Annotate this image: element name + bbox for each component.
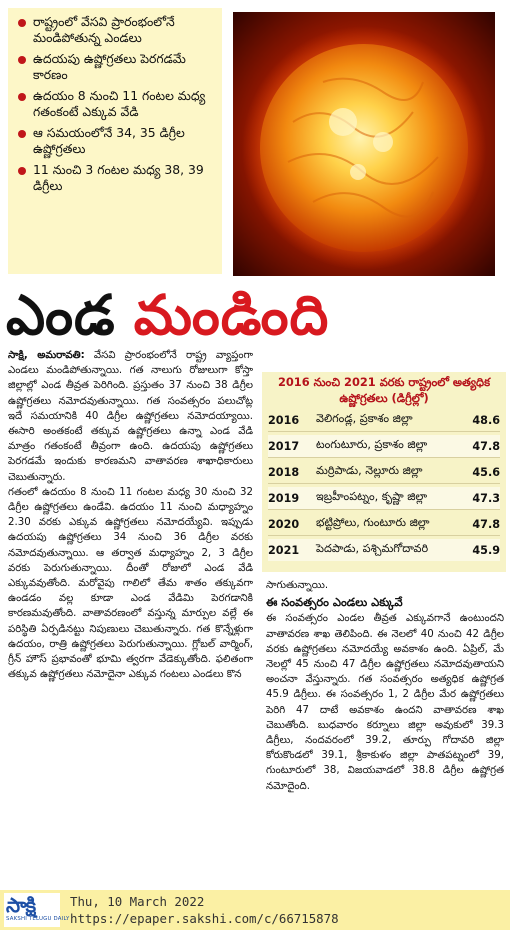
article-continuation: సాగుతున్నాయి. (266, 580, 329, 591)
bullet-dot-icon (18, 167, 26, 175)
highlight-item: ఆ సమయంలోనే 34, 35 డిగ్రీల ఉష్ణోగ్రతలు (18, 125, 216, 157)
headline-part-1: ఎండ (6, 283, 116, 347)
bullet-dot-icon (18, 93, 26, 101)
record-temperature-table (262, 372, 506, 572)
table-row: 2021 పెదపాడు, పశ్చిమగోదావరి 45.9 (268, 539, 500, 561)
footer-bar (0, 890, 510, 930)
edition-date: Thu, 10 March 2022 (70, 894, 205, 909)
table-row: 2020 భట్టిప్రోలు, గుంటూరు జిల్లా 47.8 (268, 516, 500, 531)
highlights-box (8, 8, 222, 274)
table-row: 2017 టంగుటూరు, ప్రకాశం జిల్లా 47.8 (268, 435, 500, 457)
article-column-right (266, 578, 504, 884)
dateline: సాక్షి, అమరావతి: (8, 350, 85, 361)
epaper-link[interactable]: https://epaper.sakshi.com/c/66715878 (70, 911, 339, 926)
table-row: 2019 ఇబ్రహీంపట్నం, కృష్ణా జిల్లా 47.3 (268, 487, 500, 509)
headline-part-2: మండింది (133, 283, 330, 347)
bullet-dot-icon (18, 19, 26, 27)
bullet-dot-icon (18, 56, 26, 64)
logo-subtitle: SAKSHI TELUGU DAILY (6, 916, 70, 922)
divider (268, 535, 500, 536)
bullet-dot-icon (18, 130, 26, 138)
divider (268, 509, 500, 510)
highlight-item: రాష్ట్రంలో వేసవి ప్రారంభంలోనే మండిపోతున్న ఎండలు (18, 14, 216, 46)
highlight-item: ఉదయపు ఉష్ణోగ్రతలు పెరగడమే కారణం (18, 51, 216, 83)
headline (6, 282, 506, 348)
article-paragraph: ఈ సంవత్సరం ఎండల తీవ్రత ఎక్కువగానే ఉంటుందని వాతావరణ శాఖ తెలిపింది. ఈ నెలలో 40 నుంచి 42 డిగ్రీల వరకు ఉష్ణోగ్రతలు నమోదయ్యే అవకాశం ఉంది. ఏప్రిల్, మే నెలల్లో 45 నుంచి 47 డిగ్రీల ఉష్ణోగ్రతలు నమోదవుతాయని అంచనా వేస్తున్నారు. గత సంవత్సరం అత్యధిక ఉష్ణోగ్రత 45.9 డిగ్రీలు. ఈ సంవత్సరం 1, 2 డిగ్రీల మేర ఉష్ణోగ్రతలు పెరిగి 47 దాటే అవకాశం ఉందని వాతావరణ శాఖ చెబుతోంది. బుధవారం కర్నూలు జిల్లా అవుకులో 39.3 డిగ్రీలు, నందవరంలో 39.2, తూర్పు గోదావరి జిల్లా కోరుకొండలో 39.1, శ్రీకాకుళం జిల్లా పాతపట్నంలో 39, గుంటూరులో 38, విజయవాడలో 38.8 డిగ్రీల ఉష్ణోగ్రత నమోదైంది. (266, 613, 504, 792)
article-subhead: ఈ సంవత్సరం ఎండలు ఎక్కువే (266, 595, 403, 610)
sakshi-logo[interactable] (4, 893, 70, 927)
highlight-item: 11 నుంచి 3 గంటల మధ్య 38, 39 డిగ్రీలు (18, 162, 216, 194)
divider (268, 483, 500, 484)
article-paragraph: సాక్షి, అమరావతి: వేసవి ప్రారంభంలోనే రాష్ట్ర వ్యాప్తంగా ఎండలు మండిపోతున్నాయి. గత నాలుగు రోజులుగా కోస్తా జిల్లాల్లో ఎండ తీవ్రత పెరిగింది. ప్రస్తుతం 37 నుంచి 38 డిగ్రీల ఉష్ణోగ్రతలు నమోదవుతున్నాయి. గత సంవత్సరం పలుచోట్ల ఇదే సమయానికి 40 డిగ్రీల ఉష్ణోగ్రతలు నమోదయ్యాయి. ఈసారి అంతకంటే తక్కువ ఉష్ణోగ్రతలు ఉన్నా ఎండ వేడి మాత్రం గతంకంటే తీవ్రంగా ఉంది. ఉదయపు ఉష్ణోగ్రతలు పెరగడమే ఇందుకు కారణమని వాతావరణ శాఖాధికారులు చెబుతున్నారు. (8, 350, 253, 483)
divider (268, 431, 500, 432)
sun-graphic (233, 12, 495, 276)
highlight-item: ఉదయం 8 నుంచి 11 గంటల మధ్య గతంకంటే ఎక్కువ వేడి (18, 88, 216, 120)
logo-text: సాక్షి (6, 893, 36, 917)
table-row: 2018 మర్రిపాడు, నెల్లూరు జిల్లా 45.6 (268, 464, 500, 479)
divider (268, 457, 500, 458)
table-title: 2016 నుంచి 2021 వరకు రాష్ట్రంలో అత్యధిక ఉష్ణోగ్రతలు (డిగ్రీల్లో) (277, 375, 491, 405)
article-column-left (8, 348, 253, 884)
article-paragraph: గతంలో ఉదయం 8 నుంచి 11 గంటల మధ్య 30 నుంచి 32 డిగ్రీల ఉష్ణోగ్రతలు ఉండేవి. ఉదయం 11 నుంచి మధ్యాహ్నం 2.30 వరకు ఎక్కువ ఉష్ణోగ్రతలు నమోదయ్యేవి. ఇప్పుడు ఉదయపు ఉష్ణోగ్రతలు 34 నుంచి 36 డిగ్రీల వరకు నమోదవుతున్నాయి. ఆ తర్వాత మధ్యాహ్నం 2, 3 డిగ్రీల వరకు పెరుగుతున్నాయి. దీంతో రోజులో ఎండ వేడి ఎక్కువవుతోంది. మరోవైపు గాలిలో తేమ శాతం తక్కువగా ఉండడం వల్ల కూడా ఎండ వేడిమి పెరగడానికి కారణమవుతోంది. వాతావరణంలో వస్తున్న మార్పుల వల్లే ఈ పరిస్థితి ఏర్పడినట్టు నిపుణులు చెబుతున్నారు. గత కొన్నేళ్లుగా ఉదయం, రాత్రి ఉష్ణోగ్రతలు పెరుగుతున్నాయి. గ్లోబల్ వార్మింగ్, గ్రీన్ హౌస్ ప్రభావంతో భూమి త్వరగా వేడెక్కుతోంది. ఫలితంగా తక్కువ ఉష్ణోగ్రతలు నమోదైనా ఎక్కువ గంటలు ఎండలు కొన (8, 486, 253, 681)
table-row: 2016 వెలిగండ్ల, ప్రకాశం జిల్లా 48.6 (268, 412, 500, 427)
sun-image (233, 12, 495, 276)
